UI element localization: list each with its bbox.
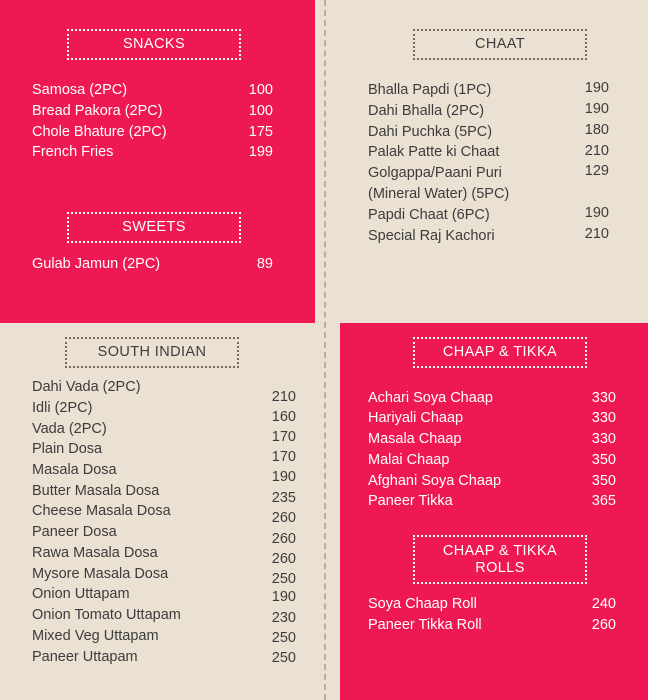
menu-price: 199 [248, 144, 273, 160]
menu-item: Special Raj Kachori [368, 228, 495, 244]
menu-item: Soya Chaap Roll [368, 596, 477, 612]
menu-price: 230 [271, 610, 296, 626]
menu-price: 235 [271, 490, 296, 506]
chaap-tikka-panel [340, 323, 648, 700]
menu-price: 330 [591, 410, 616, 426]
column-divider [324, 0, 326, 700]
menu-item: Butter Masala Dosa [32, 483, 160, 499]
menu-item: Palak Patte ki Chaat [368, 144, 500, 160]
south-indian-title-text: SOUTH INDIAN [97, 344, 207, 360]
menu-item: Samosa (2PC) [32, 82, 128, 98]
menu-price: 250 [271, 571, 296, 587]
menu-item: Dahi Bhalla (2PC) [368, 103, 485, 119]
menu-item: Mixed Veg Uttapam [32, 628, 159, 644]
menu-price: 190 [584, 101, 609, 117]
menu-price: 190 [584, 80, 609, 96]
menu-price: 129 [584, 163, 609, 179]
menu-price: 210 [271, 389, 296, 405]
sweets-title-text: SWEETS [122, 219, 186, 235]
menu-item: Paneer Tikka [368, 493, 453, 509]
menu-price: 260 [591, 617, 616, 633]
menu-item: Plain Dosa [32, 441, 103, 457]
menu-item: Hariyali Chaap [368, 410, 464, 426]
menu-item: Vada (2PC) [32, 421, 107, 437]
chaat-title-text: CHAAT [474, 36, 526, 52]
menu-item: Masala Chaap [368, 431, 462, 447]
south-indian-title [65, 337, 239, 368]
menu-price: 330 [591, 390, 616, 406]
menu-price: 240 [591, 596, 616, 612]
menu-price: 160 [271, 409, 296, 425]
menu-item: Masala Dosa [32, 462, 117, 478]
menu-price: 89 [256, 256, 273, 272]
menu-price: 210 [584, 226, 609, 242]
menu-price: 100 [248, 103, 273, 119]
chaap-rolls-title-line1: CHAAP & TIKKA [442, 542, 558, 559]
menu-price: 170 [271, 429, 296, 445]
menu-price: 260 [271, 551, 296, 567]
snacks-title [67, 29, 241, 60]
sweets-title [67, 212, 241, 243]
chaap-tikka-title [413, 337, 587, 368]
chaap-tikka-title-text: CHAAP & TIKKA [442, 344, 558, 360]
menu-item: Papdi Chaat (6PC) [368, 207, 490, 223]
menu-item: Paneer Uttapam [32, 649, 138, 665]
menu-item: Achari Soya Chaap [368, 390, 493, 406]
menu-item: Afghani Soya Chaap [368, 473, 502, 489]
menu-item: Rawa Masala Dosa [32, 545, 158, 561]
menu-item: Idli (2PC) [32, 400, 93, 416]
chaat-panel [340, 0, 648, 323]
menu-price: 250 [271, 650, 296, 666]
chaat-title [413, 29, 587, 60]
chaap-rolls-title [413, 535, 587, 584]
menu-price: 350 [591, 473, 616, 489]
menu-item: Malai Chaap [368, 452, 450, 468]
menu-item: Paneer Dosa [32, 524, 117, 540]
snacks-title-text: SNACKS [122, 36, 186, 52]
menu-price: 190 [271, 469, 296, 485]
menu-price: 260 [271, 531, 296, 547]
menu-price: 190 [271, 589, 296, 605]
menu-item: Gulab Jamun (2PC) [32, 256, 161, 272]
menu-price: 180 [584, 122, 609, 138]
menu-price: 250 [271, 630, 296, 646]
menu-item: Dahi Vada (2PC) [32, 379, 141, 395]
snacks-sweets-panel [0, 0, 315, 323]
menu-item: Cheese Masala Dosa [32, 503, 171, 519]
menu-item: French Fries [32, 144, 114, 160]
menu-item: Onion Uttapam [32, 586, 130, 602]
menu-item: Golgappa/Paani Puri [368, 165, 502, 181]
menu-price: 170 [271, 449, 296, 465]
menu-item: Bread Pakora (2PC) [32, 103, 163, 119]
menu-item: Bhalla Papdi (1PC) [368, 82, 492, 98]
menu-price: 210 [584, 143, 609, 159]
chaap-rolls-title-line2: ROLLS [475, 559, 525, 576]
menu-item: Paneer Tikka Roll [368, 617, 482, 633]
menu-item-continued: (Mineral Water) (5PC) [368, 186, 510, 202]
menu-price: 175 [248, 124, 273, 140]
menu-price: 350 [591, 452, 616, 468]
menu-item: Dahi Puchka (5PC) [368, 124, 493, 140]
menu-price: 100 [248, 82, 273, 98]
menu-item: Onion Tomato Uttapam [32, 607, 181, 623]
south-indian-panel [0, 323, 322, 700]
menu-price: 365 [591, 493, 616, 509]
menu-item: Mysore Masala Dosa [32, 566, 169, 582]
menu-price: 330 [591, 431, 616, 447]
menu-item: Chole Bhature (2PC) [32, 124, 167, 140]
menu-price: 260 [271, 510, 296, 526]
menu-price: 190 [584, 205, 609, 221]
